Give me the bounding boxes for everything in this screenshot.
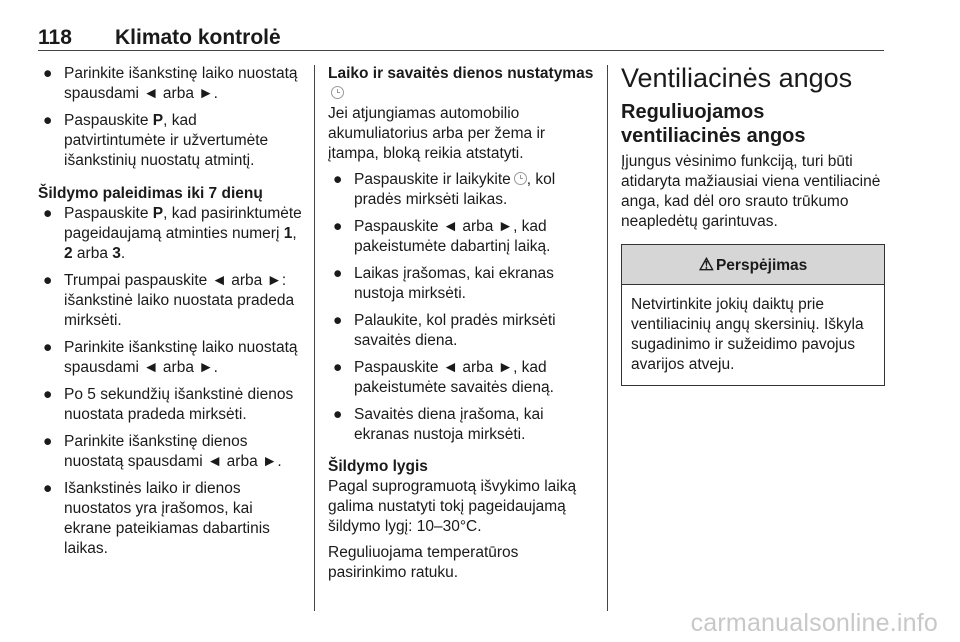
section-heading: Ventiliacinės angos bbox=[621, 63, 853, 93]
list-item: ● Paspauskite ◄ arba ►, kad pakeistumėte dabartinį laiką. bbox=[333, 218, 551, 255]
bullet-icon: ● bbox=[43, 433, 53, 450]
bullet-icon: ● bbox=[43, 386, 53, 403]
list-item: ● Po 5 sekundžių išankstinė dienos nuostata pradeda mirksėti. bbox=[43, 386, 294, 423]
list-item: ● Savaitės diena įrašoma, kai ekranas nustoja mirksėti. bbox=[333, 406, 544, 443]
chapter-title: Klimato kontrolė bbox=[115, 26, 281, 49]
list-item: ● Paspauskite P, kad pasirinktumėte pageidaujamą atminties numerį 1, 2 arba 3. bbox=[43, 205, 302, 262]
list-item: ● Paspauskite P, kad patvirtintumėte ir užvertumėte išankstinių nuostatų atmintį. bbox=[43, 112, 269, 169]
subsection-heading: Reguliuojamos ventiliacinės angos bbox=[621, 101, 806, 147]
list-item: ● Parinkite išankstinę dienos nuostatą spausdami ◄ arba ►. bbox=[43, 433, 282, 470]
list-item: ● Paspauskite ◄ arba ►, kad pakeistumėte savaitės dieną. bbox=[333, 359, 554, 396]
watermark: carmanualsonline.info bbox=[690, 609, 938, 637]
column-divider-left bbox=[314, 65, 315, 611]
page-number: 118 bbox=[38, 26, 72, 49]
bullet-icon: ● bbox=[43, 112, 53, 129]
column-divider-right bbox=[607, 65, 608, 611]
warning-box bbox=[621, 244, 885, 386]
bullet-icon: ● bbox=[43, 339, 53, 356]
list-item: ● Paspauskite ir laikykite , kol pradės mirksėti laikas. bbox=[333, 171, 556, 208]
level-paragraph: Pagal suprogramuotą išvykimo laiką galima nustatyti tokį pageidaujamą šildymo lygį: 10–30°C. bbox=[328, 478, 577, 535]
list-item: ● Išankstinės laiko ir dienos nuostatos yra įrašomos, kai ekrane pateikiamas dabartinis laikas. bbox=[43, 480, 270, 557]
bullet-icon: ● bbox=[43, 205, 53, 222]
bullet-icon: ● bbox=[333, 171, 343, 188]
column-middle bbox=[328, 64, 594, 589]
column-left bbox=[38, 64, 302, 566]
list-item: ● Trumpai paspauskite ◄ arba ►: išankstinė laiko nuostata pradeda mirksėti. bbox=[43, 272, 295, 329]
header-divider bbox=[38, 50, 884, 51]
warning-text: Netvirtinkite jokių daiktų prie ventiliacinių angų skersinių. Iškyla sugadinimo ir sužeidimo pavojus avarijos atveju. bbox=[631, 296, 864, 373]
warning-icon: ⚠ bbox=[698, 255, 714, 274]
list-item: ● Laikas įrašomas, kai ekranas nustoja mirksėti. bbox=[333, 265, 554, 302]
level-paragraph-2: Reguliuojama temperatūros pasirinkimo ratuku. bbox=[328, 544, 519, 581]
bullet-icon: ● bbox=[333, 359, 343, 376]
clock-icon bbox=[514, 172, 527, 185]
bullet-icon: ● bbox=[333, 312, 343, 329]
top-instruction-list bbox=[38, 64, 302, 171]
level-section-title: Šildymo lygis bbox=[328, 458, 428, 475]
list-item: ● Parinkite išankstinę laiko nuostatą spausdami ◄ arba ►. bbox=[43, 339, 298, 376]
bullet-icon: ● bbox=[333, 265, 343, 282]
clock-icon bbox=[331, 86, 344, 99]
time-instruction-list bbox=[328, 170, 594, 445]
column-right bbox=[621, 64, 885, 386]
time-section-title: Laiko ir savaitės dienos nustatymas bbox=[328, 64, 594, 104]
bullet-icon: ● bbox=[43, 480, 53, 497]
heating-instruction-list bbox=[38, 204, 302, 559]
bullet-icon: ● bbox=[333, 406, 343, 423]
bullet-icon: ● bbox=[43, 272, 53, 289]
time-intro: Jei atjungiamas automobilio akumuliatorius arba per žema ir įtampa, bloką reikia atstatyti. bbox=[328, 105, 546, 162]
bullet-icon: ● bbox=[43, 65, 53, 82]
page-header bbox=[38, 26, 884, 52]
list-item: ● Palaukite, kol pradės mirksėti savaitės diena. bbox=[333, 312, 556, 349]
body-paragraph: Įjungus vėsinimo funkciją, turi būti atidaryta mažiausiai viena ventiliacinė anga, kad dėl oro srauto trūkumo neapledėtų garintuvas. bbox=[621, 153, 881, 230]
heating-section-title: Šildymo paleidimas iki 7 dienų bbox=[38, 185, 263, 202]
warning-title: Perspėjimas bbox=[715, 257, 808, 274]
warning-header bbox=[622, 245, 884, 285]
bullet-icon: ● bbox=[333, 218, 343, 235]
list-item: ● Parinkite išankstinę laiko nuostatą spausdami ◄ arba ►. bbox=[43, 65, 298, 102]
